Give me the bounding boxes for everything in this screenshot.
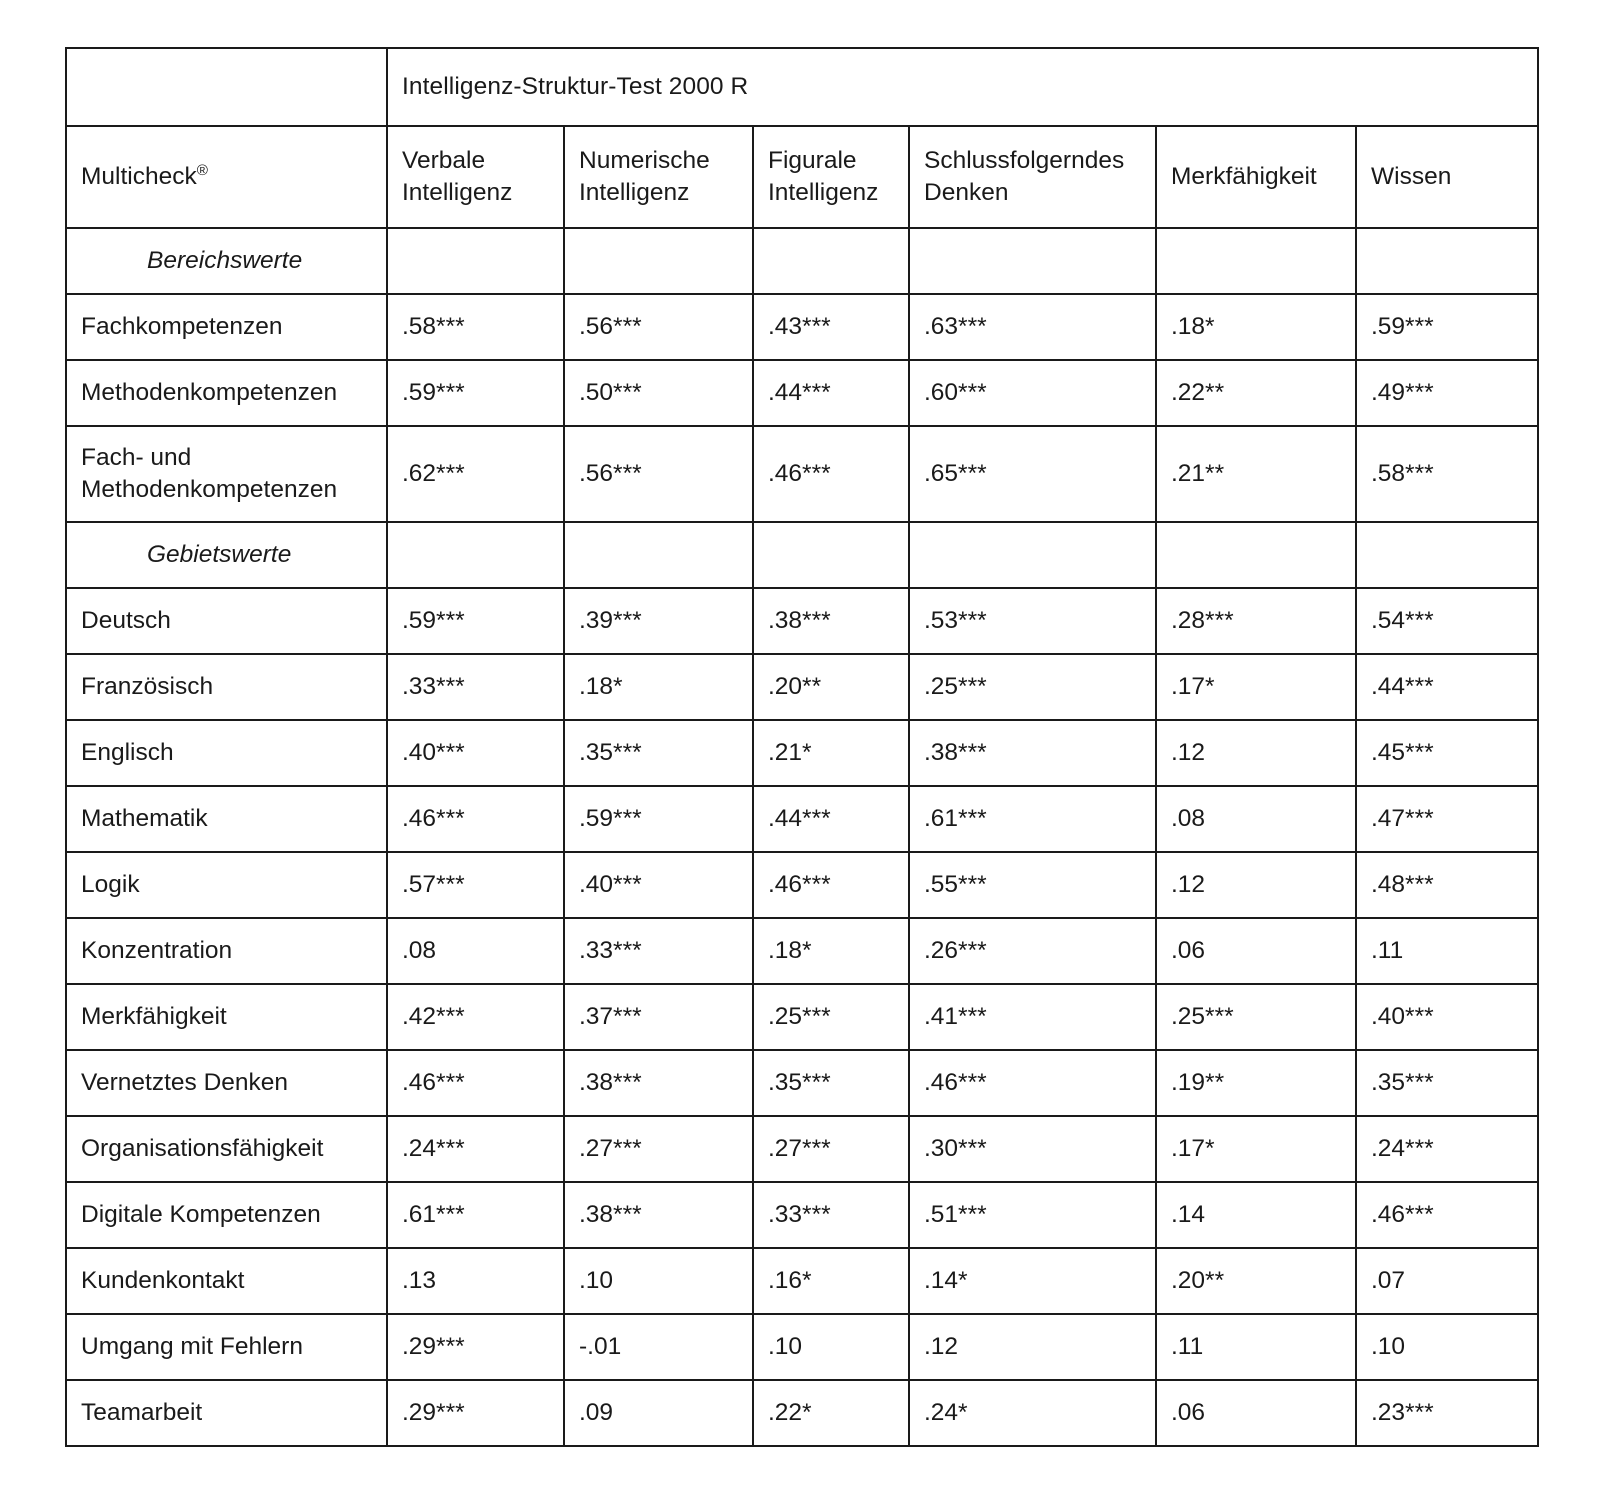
cell-value: .58*** xyxy=(387,294,564,360)
cell-value: .38*** xyxy=(564,1182,753,1248)
cell-value: .18* xyxy=(753,918,909,984)
cell-value: .46*** xyxy=(753,852,909,918)
section-blank-cell xyxy=(1356,228,1538,294)
cell-value: .16* xyxy=(753,1248,909,1314)
section-blank-cell xyxy=(387,522,564,588)
table-row xyxy=(66,1314,1538,1380)
row-label-logik: Logik xyxy=(66,852,387,918)
cell-value: .39*** xyxy=(564,588,753,654)
cell-value: .25*** xyxy=(909,654,1156,720)
cell-value: .33*** xyxy=(564,918,753,984)
stub-header-label: Multicheck xyxy=(81,163,197,191)
column-header-line-2: Intelligenz xyxy=(402,179,513,206)
cell-value: .11 xyxy=(1356,918,1538,984)
table-row xyxy=(66,294,1538,360)
row-label-fach-und-methodenkompetenzen xyxy=(66,426,387,522)
cell-value: .14 xyxy=(1156,1182,1356,1248)
row-label-merkfaehigkeit: Merkfähigkeit xyxy=(66,984,387,1050)
column-header-line-1: Wissen xyxy=(1371,163,1452,191)
cell-value: .61*** xyxy=(909,786,1156,852)
cell-value: .62*** xyxy=(387,426,564,522)
row-label-vernetztes-denken: Vernetztes Denken xyxy=(66,1050,387,1116)
cell-value: .20** xyxy=(1156,1248,1356,1314)
column-header-line-1: Merkfähigkeit xyxy=(1171,163,1317,191)
row-label-mathematik: Mathematik xyxy=(66,786,387,852)
cell-value: .14* xyxy=(909,1248,1156,1314)
cell-value: .59*** xyxy=(387,588,564,654)
cell-value: .10 xyxy=(753,1314,909,1380)
cell-value: .38*** xyxy=(909,720,1156,786)
row-label-methodenkompetenzen: Methodenkompetenzen xyxy=(66,360,387,426)
section-blank-cell xyxy=(753,522,909,588)
cell-value: .30*** xyxy=(909,1116,1156,1182)
section-header-row xyxy=(66,228,1538,294)
cell-value: .12 xyxy=(1156,720,1356,786)
cell-value: .26*** xyxy=(909,918,1156,984)
cell-value: .35*** xyxy=(564,720,753,786)
table-row xyxy=(66,786,1538,852)
cell-value: .46*** xyxy=(1356,1182,1538,1248)
cell-value: .29*** xyxy=(387,1380,564,1446)
section-blank-cell xyxy=(1156,228,1356,294)
cell-value: .08 xyxy=(387,918,564,984)
cell-value: .20** xyxy=(753,654,909,720)
cell-value: .51*** xyxy=(909,1182,1156,1248)
cell-value: .56*** xyxy=(564,426,753,522)
column-header-line-1: Schlussfolgerndes xyxy=(924,146,1125,174)
cell-value: .28*** xyxy=(1156,588,1356,654)
cell-value: .60*** xyxy=(909,360,1156,426)
table-row xyxy=(66,654,1538,720)
cell-value: .58*** xyxy=(1356,426,1538,522)
stub-header-cell xyxy=(66,126,387,228)
table-row xyxy=(66,720,1538,786)
cell-value: .13 xyxy=(387,1248,564,1314)
column-header-numerische-intelligenz xyxy=(564,126,753,228)
cell-value: .47*** xyxy=(1356,786,1538,852)
cell-value: .38*** xyxy=(753,588,909,654)
column-header-line-2: Denken xyxy=(924,179,1009,206)
corner-blank-cell xyxy=(66,48,387,126)
cell-value: .18* xyxy=(564,654,753,720)
column-header-row xyxy=(66,126,1538,228)
section-blank-cell xyxy=(909,228,1156,294)
column-header-line-1: Numerische xyxy=(579,146,710,174)
cell-value: .10 xyxy=(1356,1314,1538,1380)
cell-value: .35*** xyxy=(753,1050,909,1116)
cell-value: .33*** xyxy=(753,1182,909,1248)
row-label-deutsch: Deutsch xyxy=(66,588,387,654)
section-label-gebietswerte: Gebietswerte xyxy=(66,522,387,588)
column-header-line-2: Intelligenz xyxy=(768,179,879,206)
cell-value: .18* xyxy=(1156,294,1356,360)
cell-value: .07 xyxy=(1356,1248,1538,1314)
cell-value: .12 xyxy=(1156,852,1356,918)
cell-value: .65*** xyxy=(909,426,1156,522)
column-header-schlussfolgerndes-denken xyxy=(909,126,1156,228)
cell-value: .44*** xyxy=(753,360,909,426)
section-blank-cell xyxy=(387,228,564,294)
row-label-englisch: Englisch xyxy=(66,720,387,786)
row-label-umgang-mit-fehlern: Umgang mit Fehlern xyxy=(66,1314,387,1380)
section-blank-cell xyxy=(564,228,753,294)
column-header-line-1: Verbale xyxy=(402,146,486,174)
cell-value: .27*** xyxy=(753,1116,909,1182)
section-blank-cell xyxy=(1356,522,1538,588)
cell-value: .46*** xyxy=(909,1050,1156,1116)
table-row xyxy=(66,918,1538,984)
table-row xyxy=(66,588,1538,654)
cell-value: .57*** xyxy=(387,852,564,918)
cell-value: .44*** xyxy=(1356,654,1538,720)
cell-value: .25*** xyxy=(753,984,909,1050)
cell-value: .22** xyxy=(1156,360,1356,426)
cell-value: .59*** xyxy=(1356,294,1538,360)
cell-value: .42*** xyxy=(387,984,564,1050)
cell-value: .63*** xyxy=(909,294,1156,360)
cell-value: .17* xyxy=(1156,1116,1356,1182)
row-label-line-2: Methodenkompetenzen xyxy=(81,476,338,503)
row-label-fachkompetenzen: Fachkompetenzen xyxy=(66,294,387,360)
cell-value: .56*** xyxy=(564,294,753,360)
section-label-bereichswerte: Bereichswerte xyxy=(66,228,387,294)
cell-value: .38*** xyxy=(564,1050,753,1116)
cell-value: .19** xyxy=(1156,1050,1356,1116)
cell-value: .43*** xyxy=(753,294,909,360)
table-row xyxy=(66,852,1538,918)
cell-value: .35*** xyxy=(1356,1050,1538,1116)
cell-value: .45*** xyxy=(1356,720,1538,786)
registered-trademark-icon: ® xyxy=(196,162,208,180)
section-blank-cell xyxy=(564,522,753,588)
cell-value: .06 xyxy=(1156,1380,1356,1446)
table-row xyxy=(66,984,1538,1050)
cell-value: .25*** xyxy=(1156,984,1356,1050)
cell-value: .24*** xyxy=(387,1116,564,1182)
cell-value: .50*** xyxy=(564,360,753,426)
cell-value: .33*** xyxy=(387,654,564,720)
correlation-table-container xyxy=(65,47,1537,1447)
cell-value: .55*** xyxy=(909,852,1156,918)
table-row xyxy=(66,1248,1538,1314)
cell-value: .17* xyxy=(1156,654,1356,720)
cell-value: .23*** xyxy=(1356,1380,1538,1446)
cell-value: .10 xyxy=(564,1248,753,1314)
cell-value: .46*** xyxy=(387,1050,564,1116)
column-header-line-1: Figurale xyxy=(768,146,857,174)
cell-value: .54*** xyxy=(1356,588,1538,654)
cell-value: .27*** xyxy=(564,1116,753,1182)
table-body xyxy=(66,48,1538,1446)
cell-value: .24* xyxy=(909,1380,1156,1446)
cell-value: .46*** xyxy=(387,786,564,852)
cell-value: .44*** xyxy=(753,786,909,852)
section-blank-cell xyxy=(753,228,909,294)
row-label-kundenkontakt: Kundenkontakt xyxy=(66,1248,387,1314)
row-label-franzoesisch: Französisch xyxy=(66,654,387,720)
table-row xyxy=(66,1380,1538,1446)
cell-value: .08 xyxy=(1156,786,1356,852)
row-label-line-1: Fach- und xyxy=(81,443,192,471)
cell-value: .40*** xyxy=(1356,984,1538,1050)
cell-value: .40*** xyxy=(564,852,753,918)
column-header-wissen xyxy=(1356,126,1538,228)
row-label-digitale-kompetenzen: Digitale Kompetenzen xyxy=(66,1182,387,1248)
correlation-table xyxy=(65,47,1539,1447)
cell-value: .29*** xyxy=(387,1314,564,1380)
cell-value: .06 xyxy=(1156,918,1356,984)
section-blank-cell xyxy=(1156,522,1356,588)
cell-value: .09 xyxy=(564,1380,753,1446)
row-label-organisationsfaehigkeit: Organisationsfähigkeit xyxy=(66,1116,387,1182)
supertitle-row xyxy=(66,48,1538,126)
column-header-merkfaehigkeit xyxy=(1156,126,1356,228)
cell-value: .46*** xyxy=(753,426,909,522)
cell-value: .21* xyxy=(753,720,909,786)
table-row xyxy=(66,426,1538,522)
cell-value: .53*** xyxy=(909,588,1156,654)
cell-value: .41*** xyxy=(909,984,1156,1050)
row-label-teamarbeit: Teamarbeit xyxy=(66,1380,387,1446)
cell-value: .61*** xyxy=(387,1182,564,1248)
cell-value: .11 xyxy=(1156,1314,1356,1380)
cell-value: .21** xyxy=(1156,426,1356,522)
cell-value: .22* xyxy=(753,1380,909,1446)
supertitle-cell: Intelligenz-Struktur-Test 2000 R xyxy=(387,48,1538,126)
cell-value: .48*** xyxy=(1356,852,1538,918)
cell-value: .59*** xyxy=(564,786,753,852)
section-header-row xyxy=(66,522,1538,588)
table-row xyxy=(66,360,1538,426)
column-header-line-2: Intelligenz xyxy=(579,179,690,206)
column-header-verbale-intelligenz xyxy=(387,126,564,228)
row-label-konzentration: Konzentration xyxy=(66,918,387,984)
section-blank-cell xyxy=(909,522,1156,588)
table-row xyxy=(66,1050,1538,1116)
cell-value: .49*** xyxy=(1356,360,1538,426)
cell-value: .40*** xyxy=(387,720,564,786)
cell-value: .37*** xyxy=(564,984,753,1050)
table-row xyxy=(66,1116,1538,1182)
cell-value: .12 xyxy=(909,1314,1156,1380)
table-row xyxy=(66,1182,1538,1248)
column-header-figurale-intelligenz xyxy=(753,126,909,228)
cell-value: .59*** xyxy=(387,360,564,426)
cell-value: -.01 xyxy=(564,1314,753,1380)
cell-value: .24*** xyxy=(1356,1116,1538,1182)
